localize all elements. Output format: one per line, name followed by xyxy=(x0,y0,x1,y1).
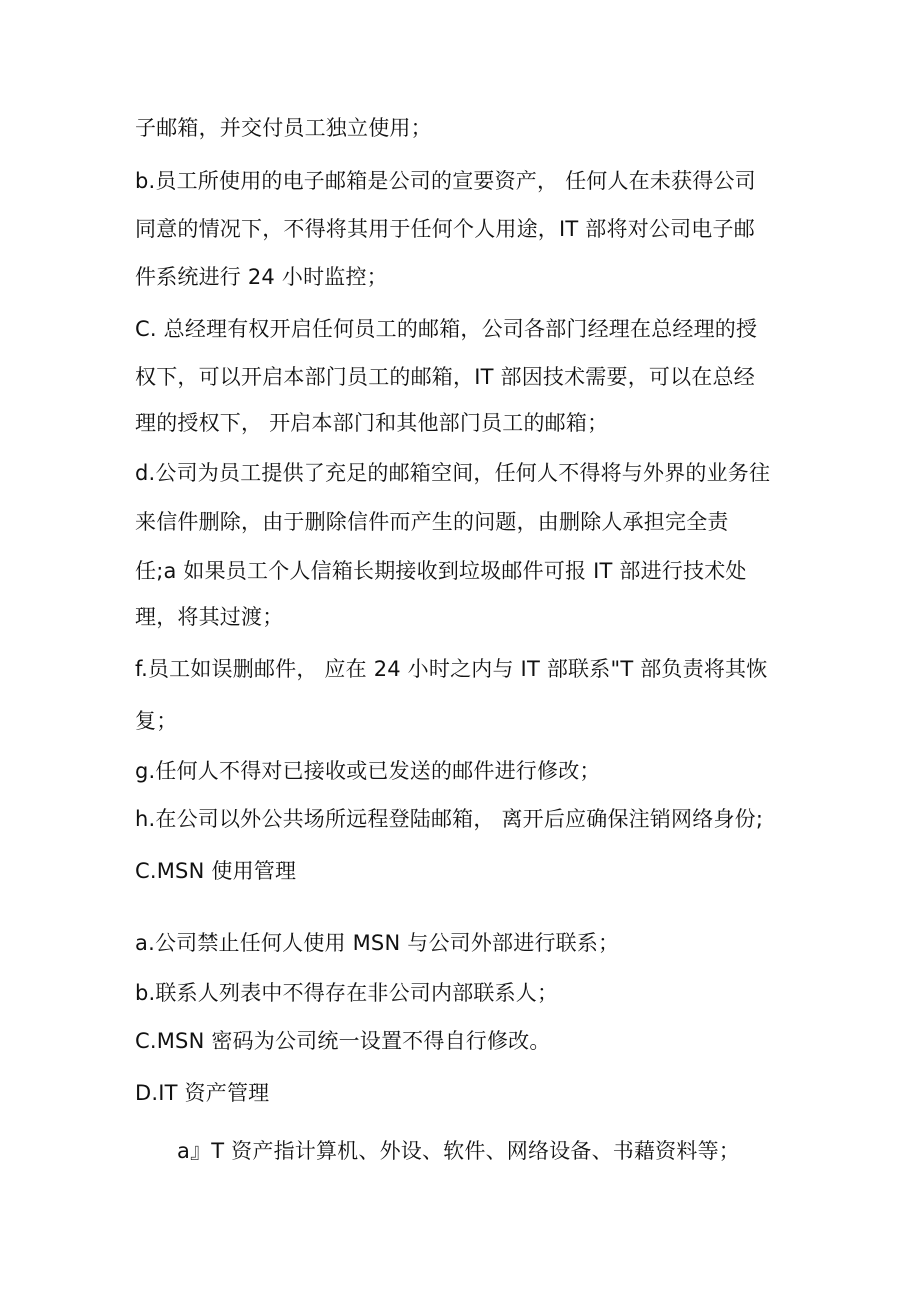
text-line: 复； xyxy=(135,709,178,733)
text-line: 理的授权下， 开启本部门和其他部门员工的邮箱； xyxy=(135,411,609,435)
text-line: 子邮箱，并交付员工独立使用； xyxy=(135,116,432,140)
text-line: a』T 资产指计算机、外设、软件、网络设备、书藉资料等； xyxy=(177,1139,740,1163)
section-heading: D.IT 资产管理 xyxy=(135,1081,270,1105)
text-line: C. 总经理有权开启任何员工的邮箱，公司各部门经理在总经理的授 xyxy=(135,317,758,341)
text-line: d.公司为员工提供了充足的邮箱空间，任何人不得将与外界的业务往 xyxy=(135,461,771,485)
text-line: h.在公司以外公共场所远程登陆邮箱， 离开后应确保注销网络身份; xyxy=(135,807,764,831)
text-line: g.任何人不得对已接收或已发送的邮件进行修改； xyxy=(135,759,601,783)
text-line: b.联系人列表中不得存在非公司内部联系人； xyxy=(135,981,559,1005)
text-line: a.公司禁止任何人使用 MSN 与公司外部进行联系； xyxy=(135,931,620,955)
text-line: 件系统进行 24 小时监控； xyxy=(135,265,388,289)
text-line: 同意的情况下，不得将其用于任何个人用途，IT 部将对公司电子邮 xyxy=(135,217,755,241)
text-line: 权下，可以开启本部门员工的邮箱，IT 部因技术需要，可以在总经 xyxy=(135,365,755,389)
text-line: b.员工所使用的电子邮箱是公司的宣要资产， 任何人在未获得公司 xyxy=(135,169,756,193)
section-heading: C.MSN 使用管理 xyxy=(135,859,297,883)
text-line: 任;a 如果员工个人信箱长期接收到垃圾邮件可报 IT 部进行技术处 xyxy=(135,559,747,583)
text-line: 理，将其过渡； xyxy=(135,605,284,629)
text-line: C.MSN 密码为公司统一设置不得自行修改。 xyxy=(135,1029,551,1053)
text-line: f.员工如误删邮件， 应在 24 小时之内与 IT 部联系"T 部负责将其恢 xyxy=(135,657,768,681)
text-line: 来信件删除，由于删除信件而产生的问题，由删除人承担完全责 xyxy=(135,510,729,534)
